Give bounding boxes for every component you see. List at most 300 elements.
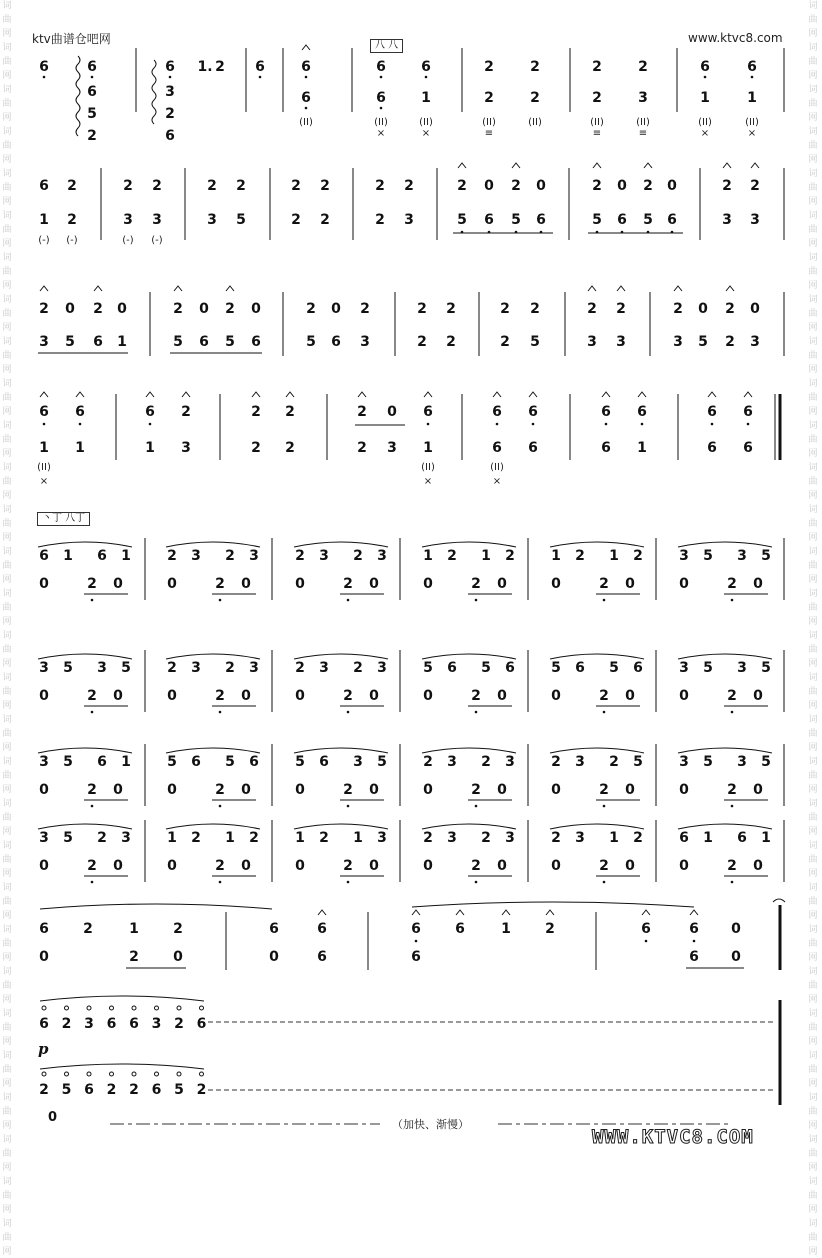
watermark-char: 网 [808, 449, 818, 459]
watermark-char: 词 [2, 463, 12, 473]
accent-mark [546, 910, 554, 915]
note: 0 [113, 782, 123, 798]
tremolo-line [76, 56, 80, 136]
note: 6 [151, 1082, 162, 1098]
note: 2 [306, 301, 316, 317]
accent-mark [723, 163, 731, 168]
watermark-char: 词 [808, 925, 818, 935]
watermark-char: 网 [2, 533, 12, 543]
note: 1 [39, 440, 49, 456]
watermark-char: 曲 [808, 15, 818, 25]
note: 0 [199, 301, 209, 317]
note: 0 [295, 782, 305, 798]
note: 6 [743, 440, 753, 456]
watermark-char: 曲 [2, 1233, 12, 1243]
note: 2 [123, 178, 133, 194]
watermark-char: 词 [808, 379, 818, 389]
technique-mark: (II) [636, 117, 650, 128]
watermark-char: 网 [808, 701, 818, 711]
watermark-char: 曲 [808, 183, 818, 193]
note: 2 [404, 178, 414, 194]
note: 2 [725, 334, 735, 350]
watermark-char: 词 [808, 169, 818, 179]
note: 6 [191, 754, 201, 770]
note: 0 [113, 688, 123, 704]
note: 5 [457, 212, 467, 228]
note: 0 [369, 688, 379, 704]
note: 6 [601, 404, 611, 420]
watermark-char: 曲 [808, 141, 818, 151]
note: 6 [743, 404, 753, 420]
note: 5 [703, 660, 713, 676]
tremolo-line [152, 60, 156, 124]
watermark-char: 网 [2, 911, 12, 921]
watermark-char: 曲 [2, 309, 12, 319]
technique-mark: (-) [66, 235, 78, 246]
octave-dot [380, 76, 383, 79]
note: 5 [173, 334, 183, 350]
note: 2 [87, 576, 97, 592]
watermark-char: 网 [2, 29, 12, 39]
slur [550, 654, 644, 659]
note: 0 [167, 858, 177, 874]
note: 5 [592, 212, 602, 228]
note: 1 [423, 440, 433, 456]
note: 2 [592, 59, 602, 75]
slur [166, 654, 260, 659]
note: 0 [39, 782, 49, 798]
watermark-char: 曲 [808, 1065, 818, 1075]
note: 0 [269, 949, 279, 965]
note: 6 [455, 921, 465, 937]
watermark-char: 曲 [2, 519, 12, 529]
note: 5 [236, 212, 246, 228]
slur [550, 824, 644, 829]
note: 0 [753, 688, 763, 704]
note: 2 [291, 178, 301, 194]
note: 0 [731, 921, 741, 937]
octave-dot [91, 76, 94, 79]
note: 6 [317, 949, 327, 965]
accent-mark [40, 392, 48, 397]
accent-mark [502, 910, 510, 915]
watermark-char: 网 [808, 491, 818, 501]
harmonic-mark [87, 1006, 91, 1010]
slur [422, 654, 516, 659]
note: 6 [84, 1082, 94, 1098]
harmonic-mark [65, 1072, 69, 1076]
note: 2 [225, 301, 235, 317]
watermark-char: 网 [808, 1163, 818, 1173]
note: 0 [251, 301, 261, 317]
note: 1 [421, 90, 431, 106]
note: 3 [377, 660, 387, 676]
note: 2 [173, 921, 183, 937]
note: 2 [83, 921, 93, 937]
note: 3 [191, 660, 201, 676]
note: 6 [637, 404, 647, 420]
note: 2 [750, 178, 760, 194]
note: 2 [295, 660, 305, 676]
watermark-char: 词 [2, 1177, 12, 1187]
accent-mark [424, 392, 432, 397]
note: 2 [471, 576, 481, 592]
watermark-char: 词 [808, 421, 818, 431]
note: 3 [97, 660, 107, 676]
watermark-char: 网 [808, 995, 818, 1005]
watermark-char: 词 [808, 841, 818, 851]
watermark-char: 词 [808, 1009, 818, 1019]
watermark-char: 曲 [808, 393, 818, 403]
note: 1 [761, 830, 771, 846]
note: 0 [369, 858, 379, 874]
note: 2 [343, 688, 353, 704]
note: 2 [93, 301, 103, 317]
technique-mark: (II) [490, 462, 504, 473]
note: 6 [737, 830, 747, 846]
note: 2 [320, 178, 330, 194]
note: 0 [679, 688, 689, 704]
technique-mark: × [376, 128, 386, 139]
note: 0 [369, 782, 379, 798]
note: 1 [637, 440, 647, 456]
watermark-char: 曲 [808, 57, 818, 67]
technique-mark: × [421, 128, 431, 139]
accent-mark [40, 286, 48, 291]
note: 3 [638, 90, 648, 106]
watermark-char: 词 [2, 1219, 12, 1229]
note: 3 [679, 660, 689, 676]
note: 6 [39, 404, 49, 420]
note: 1 [700, 90, 710, 106]
watermark-char: 曲 [2, 687, 12, 697]
site-url-right[interactable]: www.ktvc8.com [688, 31, 783, 45]
slur [38, 748, 132, 753]
harmonic-mark [200, 1006, 204, 1010]
note: 2 [447, 548, 457, 564]
watermark-char: 词 [2, 589, 12, 599]
note: 0 [423, 688, 433, 704]
note: 3 [377, 830, 387, 846]
note: 6 [165, 128, 175, 144]
note: 0 [497, 782, 507, 798]
watermark-char: 曲 [2, 183, 12, 193]
note: 2 [167, 660, 177, 676]
note: 2 [457, 178, 467, 194]
watermark-char: 网 [808, 785, 818, 795]
note: 0 [667, 178, 677, 194]
watermark-char: 词 [2, 1135, 12, 1145]
note: 2 [97, 830, 107, 846]
watermark-char: 词 [2, 967, 12, 977]
note: 0 [698, 301, 708, 317]
watermark-char: 词 [808, 547, 818, 557]
note: 3 [191, 548, 201, 564]
fermata [773, 899, 785, 902]
watermark-char: 曲 [2, 477, 12, 487]
octave-dot [259, 76, 262, 79]
note: 2 [375, 212, 385, 228]
note: 2 [599, 782, 609, 798]
note: 0 [39, 688, 49, 704]
watermark-char: 网 [808, 575, 818, 585]
note: 6 [679, 830, 689, 846]
accent-mark [529, 392, 537, 397]
accent-mark [726, 286, 734, 291]
watermark-char: 曲 [2, 729, 12, 739]
harmonic-mark [132, 1072, 136, 1076]
note: 3 [575, 754, 585, 770]
slur [294, 824, 388, 829]
note: 2 [446, 301, 456, 317]
octave-dot [427, 423, 430, 426]
harmonic-mark [177, 1072, 181, 1076]
note: 5 [761, 754, 771, 770]
watermark-char: 网 [2, 113, 12, 123]
technique-mark: × [492, 476, 502, 487]
note: 2 [87, 688, 97, 704]
watermark-char: 词 [2, 715, 12, 725]
note: 0 [679, 858, 689, 874]
note: 2 [285, 404, 295, 420]
note: 2 [106, 1082, 117, 1098]
note: 2 [471, 858, 481, 874]
slur [678, 654, 772, 659]
note: 2 [417, 334, 427, 350]
accent-mark [512, 163, 520, 168]
note: 2 [616, 301, 626, 317]
note: 0 [423, 576, 433, 592]
octave-dot [169, 76, 172, 79]
watermark-char: 词 [808, 43, 818, 53]
watermark-char: 曲 [808, 477, 818, 487]
note: 6 [421, 59, 431, 75]
note: 0 [753, 858, 763, 874]
watermark-char: 词 [808, 1177, 818, 1187]
watermark-char: 词 [2, 505, 12, 515]
note: 6 [255, 59, 265, 75]
note: 5 [511, 212, 521, 228]
note: 0 [551, 782, 561, 798]
accent-mark [602, 392, 610, 397]
note: 1 [129, 921, 139, 937]
octave-dot [79, 423, 82, 426]
watermark-char: 曲 [808, 561, 818, 571]
octave-dot [305, 76, 308, 79]
note: 2 [446, 334, 456, 350]
octave-dot [149, 423, 152, 426]
watermark-char: 词 [2, 799, 12, 809]
note: 1 [747, 90, 757, 106]
octave-dot [415, 940, 418, 943]
slur [412, 902, 694, 907]
octave-dot [91, 599, 94, 602]
harmonic-mark [155, 1072, 159, 1076]
note: 1 [609, 548, 619, 564]
note: 5 [633, 754, 643, 770]
slur [678, 542, 772, 547]
note: 1 [481, 548, 491, 564]
watermark-char: 网 [808, 911, 818, 921]
watermark-char: 词 [2, 1009, 12, 1019]
note: 2 [249, 830, 259, 846]
note: 2 [251, 404, 261, 420]
watermark-char: 网 [808, 1205, 818, 1215]
technique-mark: (-) [151, 235, 163, 246]
technique-mark: (II) [590, 117, 604, 128]
note: 6 [700, 59, 710, 75]
watermark-char: 曲 [2, 1149, 12, 1159]
watermark-char: 网 [808, 71, 818, 81]
note: 0 [167, 782, 177, 798]
note: 1 [423, 548, 433, 564]
octave-dot [496, 423, 499, 426]
watermark-char: 曲 [2, 141, 12, 151]
accent-mark [456, 910, 464, 915]
note: 2 [423, 754, 433, 770]
note: 0 [423, 858, 433, 874]
watermark-char: 网 [2, 1037, 12, 1047]
note: 0 [551, 858, 561, 874]
note: 5 [61, 1082, 72, 1098]
note: 3 [39, 830, 49, 846]
note: 0 [551, 576, 561, 592]
note: 0 [241, 858, 251, 874]
note: 1 [117, 334, 127, 350]
accent-mark [358, 392, 366, 397]
watermark-char: 网 [2, 869, 12, 879]
note: 6 [39, 548, 49, 564]
note: 2 [174, 1016, 184, 1032]
note: 0 [39, 576, 49, 592]
note: 2 [500, 334, 510, 350]
watermark-char: 网 [808, 827, 818, 837]
watermark-char: 词 [2, 85, 12, 95]
harmonic-mark [200, 1072, 204, 1076]
accent-mark [146, 392, 154, 397]
note: 2 [357, 404, 367, 420]
watermark-char: 网 [808, 365, 818, 375]
octave-dot [91, 805, 94, 808]
watermark-char: 曲 [2, 393, 12, 403]
note: 2 [609, 754, 619, 770]
accent-mark [690, 910, 698, 915]
watermark-char: 网 [2, 701, 12, 711]
note: 6 [331, 334, 341, 350]
note: 2 [167, 548, 177, 564]
note: 5 [609, 660, 619, 676]
watermark-char: 曲 [808, 1023, 818, 1033]
note: 2 [484, 90, 494, 106]
note: 3 [404, 212, 414, 228]
watermark-char: 曲 [2, 561, 12, 571]
watermark-char: 词 [2, 253, 12, 263]
note: 6 [93, 334, 103, 350]
note: 3 [39, 334, 49, 350]
note: 2 [291, 212, 301, 228]
note: 6 [747, 59, 757, 75]
watermark-char: 曲 [808, 771, 818, 781]
octave-dot [731, 805, 734, 808]
note: 1 [551, 548, 561, 564]
technique-mark: × [747, 128, 757, 139]
watermark-char: 曲 [808, 729, 818, 739]
note: 3 [39, 660, 49, 676]
note: 0 [497, 858, 507, 874]
note: 0 [551, 688, 561, 704]
note: 2 [215, 576, 225, 592]
footer-logo[interactable]: WWW.KTVC8.COM [592, 1126, 754, 1148]
note: 0 [387, 404, 397, 420]
note: 2 [251, 440, 261, 456]
note: 6 [196, 1016, 207, 1032]
note: 3 [505, 830, 515, 846]
slur [422, 542, 516, 547]
note: 6 [199, 334, 209, 350]
slur [550, 748, 644, 753]
note: 5 [643, 212, 653, 228]
slur [166, 542, 260, 547]
slur [38, 654, 132, 659]
note: 0 [625, 782, 635, 798]
watermark-char: 曲 [808, 645, 818, 655]
note: 6 [75, 404, 85, 420]
note: 5 [121, 660, 131, 676]
note: 5 [295, 754, 305, 770]
watermark-char: 词 [2, 547, 12, 557]
octave-dot [347, 599, 350, 602]
watermark-char: 词 [808, 1093, 818, 1103]
note: 2 [727, 688, 737, 704]
watermark-char: 曲 [2, 99, 12, 109]
watermark-char: 曲 [808, 1107, 818, 1117]
note: 2 [343, 782, 353, 798]
watermark-char: 词 [2, 1051, 12, 1061]
watermark-char: 曲 [808, 519, 818, 529]
note: 2 [173, 301, 183, 317]
harmonic-mark [65, 1006, 69, 1010]
note: 6 [376, 59, 386, 75]
watermark-char: 词 [2, 169, 12, 179]
note: 2 [87, 128, 97, 144]
accent-mark [588, 286, 596, 291]
octave-dot [91, 881, 94, 884]
note: 0 [625, 576, 635, 592]
harmonic-mark [87, 1072, 91, 1076]
note: 0 [167, 576, 177, 592]
watermark-char: 网 [2, 323, 12, 333]
technique-mark: ≡ [484, 128, 494, 139]
note: 6 [707, 404, 717, 420]
watermark-char: 曲 [808, 687, 818, 697]
technique-mark: (II) [528, 117, 542, 128]
watermark-char: 词 [2, 421, 12, 431]
note: 6 [97, 754, 107, 770]
note: 2 [643, 178, 653, 194]
note: 5 [167, 754, 177, 770]
note: 2 [511, 178, 521, 194]
watermark-char: 曲 [808, 939, 818, 949]
harmonic-mark [177, 1006, 181, 1010]
slur [40, 904, 272, 909]
site-name-left[interactable]: ktv曲谱仓吧网 [32, 32, 111, 46]
watermark-char: 词 [808, 1, 818, 11]
watermark-char: 曲 [2, 855, 12, 865]
note: 0 [167, 688, 177, 704]
note: 1 [609, 830, 619, 846]
note: 5 [306, 334, 316, 350]
octave-dot [731, 711, 734, 714]
